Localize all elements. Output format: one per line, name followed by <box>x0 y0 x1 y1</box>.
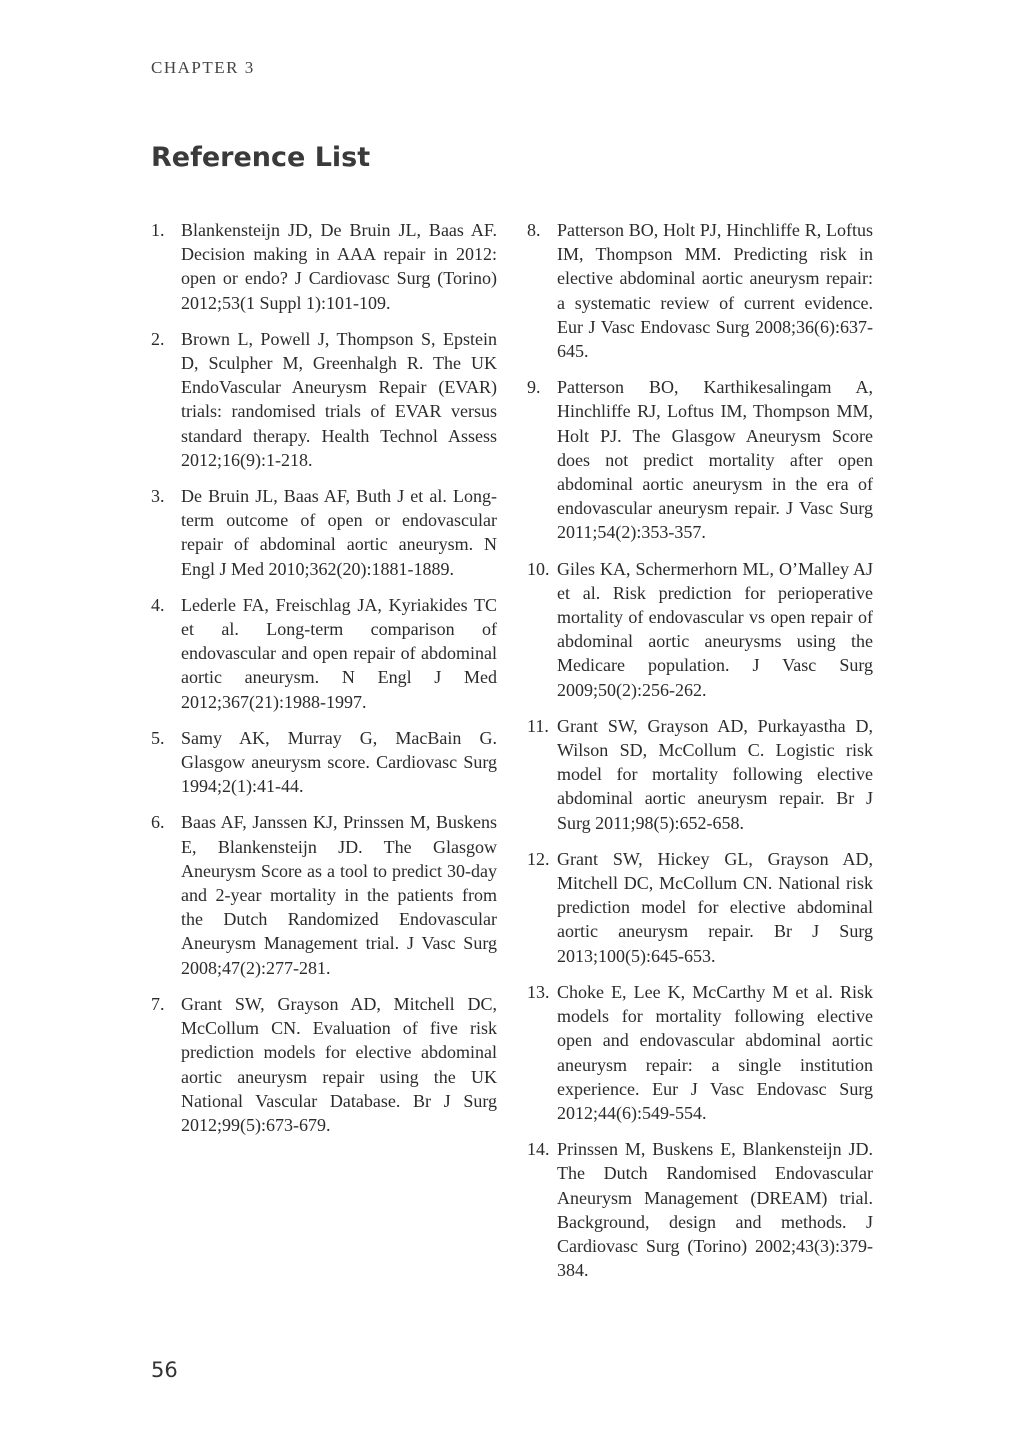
reference-item <box>527 1137 873 1282</box>
reference-text: Grant SW, Grayson AD, Purkayastha D, Wilson SD, McCollum C. Logistic risk model for mortality following elective abdominal aortic aneurysm repair. Br J Surg 2011;98(5):652-658. <box>557 715 873 833</box>
reference-number: 14. <box>527 1139 550 1160</box>
reference-text: Patterson BO, Holt PJ, Hinchliffe R, Loftus IM, Thompson MM. Predicting risk in elective abdominal aortic aneurysm repair: a systematic review of current evidence. Eur J Vasc Endovasc Surg 2008;36(6):637-645. <box>557 220 873 362</box>
reference-item <box>151 484 497 581</box>
reference-number: 11. <box>527 715 549 736</box>
running-head: CHAPTER 3 <box>151 58 255 77</box>
reference-text: Grant SW, Hickey GL, Grayson AD, Mitchell DC, McCollum CN. National risk prediction model for elective abdominal aortic aneurysm repair. Br J Surg 2013;100(5):645-653. <box>557 848 873 966</box>
reference-number: 4. <box>151 594 165 615</box>
reference-item <box>527 375 873 544</box>
reference-text: Patterson BO, Karthikesalingam A, Hinchliffe RJ, Loftus IM, Thompson MM, Holt PJ. The Glasgow Aneurysm Score does not predict mortality after open abdominal aortic aneurysm in the era of endovascular aneurysm repair. J Vasc Surg 2011;54(2):353-357. <box>557 377 873 543</box>
reference-number: 8. <box>527 220 541 240</box>
reference-text: Choke E, Lee K, McCarthy M et al. Risk models for mortality following elective open and endovascular abdominal aortic aneurysm repair: a single institution experience. Eur J Vasc Endovasc Surg 2012;44(6):549-554. <box>557 981 873 1123</box>
reference-text: Prinssen M, Buskens E, Blankensteijn JD. The Dutch Randomised Endovascular Aneurysm Management (DREAM) trial. Background, design and methods. J Cardiovasc Surg (Torino) 2002;43(3):379-384. <box>557 1139 873 1281</box>
reference-item <box>527 980 873 1125</box>
reference-text: Giles KA, Schermerhorn ML, O’Malley AJ et al. Risk prediction for perioperative mortality of endovascular vs open repair of abdominal aortic aneurysms using the Medicare population. J Vasc Surg 2009;50(2):256-262. <box>557 558 873 700</box>
reference-text: Lederle FA, Freischlag JA, Kyriakides TC et al. Long-term comparison of endovascular and open repair of abdominal aortic aneurysm. N Engl J Med 2012;367(21):1988-1997. <box>181 594 497 712</box>
reference-number: 1. <box>151 220 165 240</box>
reference-number: 6. <box>151 812 165 833</box>
reference-item <box>527 218 873 363</box>
reference-number: 10. <box>527 558 550 579</box>
reference-number: 9. <box>527 377 541 398</box>
reference-item <box>151 810 497 979</box>
reference-list-left-column <box>151 218 499 1149</box>
reference-number: 2. <box>151 328 165 349</box>
reference-item <box>151 992 497 1137</box>
reference-text: De Bruin JL, Baas AF, Buth J et al. Long-term outcome of open or endovascular repair of abdominal aortic aneurysm. N Engl J Med 2010;362(20):1881-1889. <box>181 486 497 579</box>
reference-text: Samy AK, Murray G, MacBain G. Glasgow aneurysm score. Cardiovasc Surg 1994;2(1):41-44. <box>181 727 497 797</box>
page-number: 56 <box>151 1358 178 1382</box>
reference-item <box>527 714 873 835</box>
reference-item <box>151 327 497 472</box>
reference-item <box>151 218 497 315</box>
reference-item <box>151 726 497 799</box>
reference-item <box>527 847 873 968</box>
reference-number: 5. <box>151 727 165 748</box>
reference-number: 12. <box>527 848 550 869</box>
reference-list-right-column <box>527 218 875 1294</box>
reference-text: Baas AF, Janssen KJ, Prinssen M, Buskens E, Blankensteijn JD. The Glasgow Aneurysm Score as a tool to predict 30-day and 2-year mortality in the patients from the Dutch Randomized Endovascular Aneurysm Management trial. J Vasc Surg 2008;47(2):277-281. <box>181 812 497 978</box>
reference-text: Brown L, Powell J, Thompson S, Epstein D, Sculpher M, Greenhalgh R. The UK EndoVascular Aneurysm Repair (EVAR) trials: randomised trials of EVAR versus standard therapy. Health Technol Assess 2012;16(9):1-218. <box>181 328 497 470</box>
reference-item <box>527 557 873 702</box>
page-title: Reference List <box>151 142 371 173</box>
reference-number: 3. <box>151 486 165 507</box>
reference-text: Blankensteijn JD, De Bruin JL, Baas AF. Decision making in AAA repair in 2012: open or endo? J Cardiovasc Surg (Torino) 2012;53(1 Suppl 1):101-109. <box>181 220 497 313</box>
reference-item <box>151 593 497 714</box>
reference-number: 13. <box>527 981 550 1002</box>
reference-text: Grant SW, Grayson AD, Mitchell DC, McCollum CN. Evaluation of five risk prediction models for elective abdominal aortic aneurysm repair using the UK National Vascular Database. Br J Surg 2012;99(5):673-679. <box>181 993 497 1135</box>
reference-number: 7. <box>151 993 165 1014</box>
